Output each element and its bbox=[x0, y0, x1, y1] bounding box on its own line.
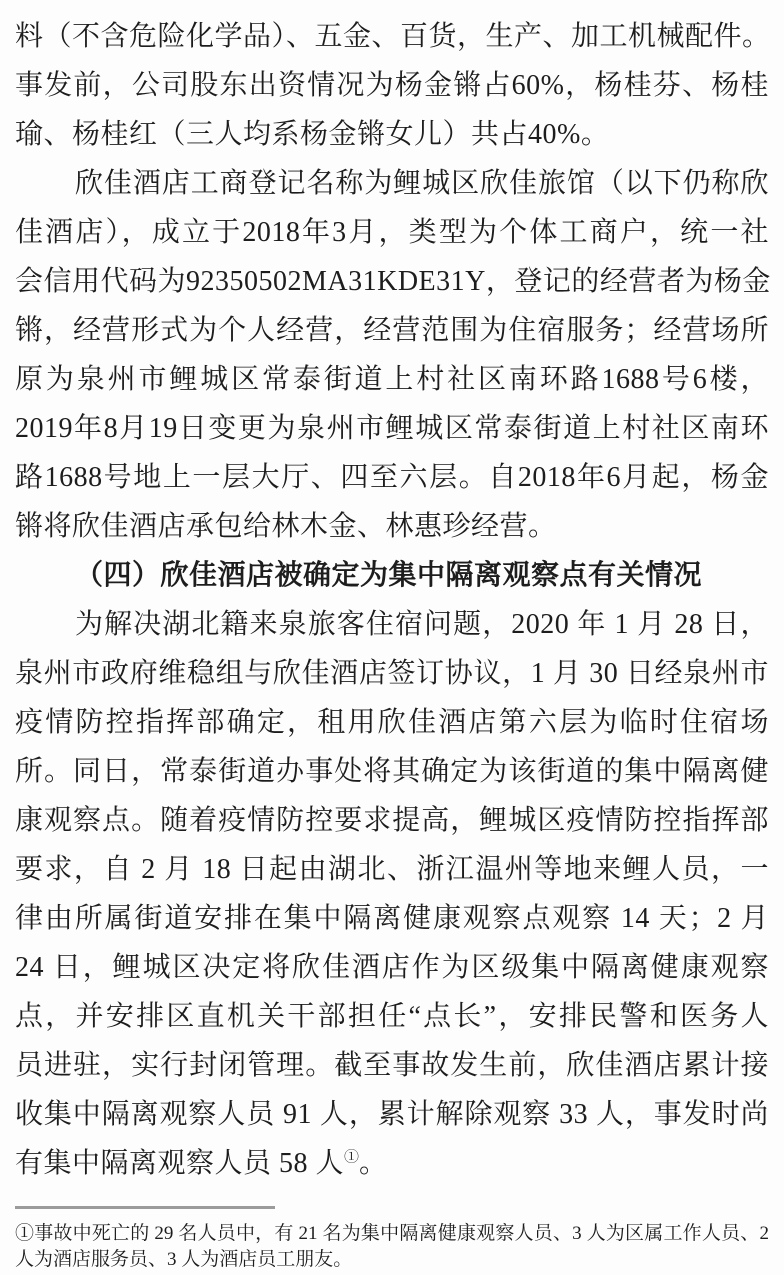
text-line: 料（不含危险化学品）、五金、百货，生产、加工机械配件。 bbox=[15, 21, 771, 52]
text-line bbox=[15, 1139, 769, 1188]
text-line: 锵将欣佳酒店承包给林木金、林惠珍经营。 bbox=[15, 511, 557, 542]
footnote-line: ①事故中死亡的 29 名人员中，有 21 名为集中隔离健康观察人员、3 人为区属工作人员、2 bbox=[15, 1223, 769, 1244]
text-line: 原为泉州市鲤城区常泰街道上村社区南环路1688号6楼， bbox=[15, 364, 769, 395]
text-line: 欣佳酒店工商登记名称为鲤城区欣佳旅馆（以下仍称欣 bbox=[75, 168, 769, 199]
footnote-line: 人为酒店服务员、3 人为酒店员工朋友。 bbox=[15, 1249, 353, 1270]
text-line: 疫情防控指挥部确定，租用欣佳酒店第六层为临时住宿场 bbox=[15, 707, 769, 738]
footnote-area bbox=[15, 1221, 769, 1273]
footnote-ref-mark: ① bbox=[344, 1149, 360, 1166]
text-line: 点，并安排区直机关干部担任“点长”，安排民警和医务人 bbox=[15, 1001, 769, 1032]
text-line: 佳酒店），成立于2018年3月，类型为个体工商户，统一社 bbox=[15, 217, 769, 248]
text-line: 锵，经营形式为个人经营，经营范围为住宿服务；经营场所 bbox=[15, 315, 769, 346]
text-line: 康观察点。随着疫情防控要求提高，鲤城区疫情防控指挥部 bbox=[15, 805, 769, 836]
footnote-separator bbox=[15, 1206, 275, 1209]
text-line: 事发前，公司股东出资情况为杨金锵占60%，杨桂芬、杨桂 bbox=[15, 70, 769, 101]
text-segment: 有集中隔离观察人员 58 人 bbox=[15, 1148, 345, 1179]
body-text bbox=[15, 12, 769, 1188]
section-heading: （四）欣佳酒店被确定为集中隔离观察点有关情况 bbox=[75, 560, 703, 591]
text-segment: 。 bbox=[359, 1148, 388, 1179]
text-line: 2019年8月19日变更为泉州市鲤城区常泰街道上村社区南环 bbox=[15, 413, 769, 444]
text-line: 24 日，鲤城区决定将欣佳酒店作为区级集中隔离健康观察 bbox=[15, 952, 769, 983]
text-line: 律由所属街道安排在集中隔离健康观察点观察 14 天；2 月 bbox=[15, 903, 769, 934]
text-line: 要求，自 2 月 18 日起由湖北、浙江温州等地来鲤人员，一 bbox=[15, 854, 769, 885]
text-line: 路1688号地上一层大厅、四至六层。自2018年6月起，杨金 bbox=[15, 462, 769, 493]
text-line: 会信用代码为92350502MA31KDE31Y，登记的经营者为杨金 bbox=[15, 266, 771, 297]
text-line: 员进驻，实行封闭管理。截至事故发生前，欣佳酒店累计接 bbox=[15, 1050, 769, 1081]
text-line: 所。同日，常泰街道办事处将其确定为该街道的集中隔离健 bbox=[15, 756, 769, 787]
text-line: 为解决湖北籍来泉旅客住宿问题，2020 年 1 月 28 日， bbox=[75, 609, 769, 640]
text-line: 瑜、杨桂红（三人均系杨金锵女儿）共占40%。 bbox=[15, 119, 610, 150]
text-line: 收集中隔离观察人员 91 人，累计解除观察 33 人，事发时尚 bbox=[15, 1099, 769, 1130]
text-line: 泉州市政府维稳组与欣佳酒店签订协议，1 月 30 日经泉州市 bbox=[15, 658, 769, 689]
